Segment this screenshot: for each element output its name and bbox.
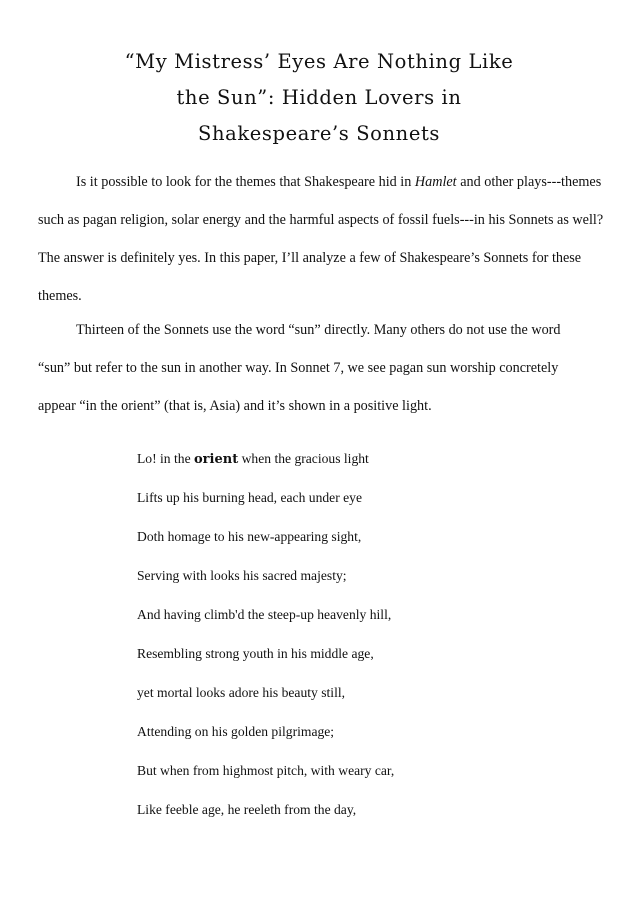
poem-line: yet mortal looks adore his beauty still, [137, 685, 346, 700]
sonnet-paragraph [38, 311, 633, 425]
paper-title [0, 44, 638, 152]
poem-line: Serving with looks his sacred majesty; [137, 568, 347, 583]
paragraph-line: such as pagan religion, solar energy and the harmful aspects of fossil fuels---in his Sonnets as well? [38, 212, 604, 228]
title-line-1: “My Mistress’ Eyes Are Nothing Like [124, 50, 514, 73]
poem-line: Lifts up his burning head, each under eye [137, 490, 362, 505]
sonnet-7-quote [137, 439, 394, 829]
poem-line: Doth homage to his new-appearing sight, [137, 529, 362, 544]
poem-line: Attending on his golden pilgrimage; [137, 724, 335, 739]
title-line-3: Shakespeare’s Sonnets [197, 122, 441, 145]
paragraph-line: appear “in the orient” (that is, Asia) and it’s shown in a positive light. [38, 398, 432, 414]
paragraph-line: The answer is definitely yes. In this paper, I’ll analyze a few of Shakespeare’s Sonnets for these [38, 250, 582, 266]
paragraph-line: “sun” but refer to the sun in another way. In Sonnet 7, we see pagan sun worship concretely [38, 360, 559, 376]
paragraph-line [38, 163, 633, 201]
poem-line: And having climb'd the steep-up heavenly hill, [137, 607, 392, 622]
poem-line: Like feeble age, he reeleth from the day, [137, 802, 357, 817]
poem-line: But when from highmost pitch, with weary car, [137, 763, 395, 778]
text-run: Is it possible to look for the themes that Shakespeare hid in [76, 174, 415, 190]
paragraph-line: themes. [38, 288, 82, 304]
title-line-2: the Sun”: Hidden Lovers in [176, 86, 462, 109]
play-title-hamlet: Hamlet [414, 174, 457, 190]
poem-line: Resembling strong youth in his middle age, [137, 646, 374, 661]
highlighted-word-orient: orient [194, 452, 239, 467]
intro-paragraph [38, 163, 633, 315]
poem-line [137, 439, 394, 478]
text-run: and other plays---themes [456, 174, 602, 190]
text-run: when the gracious light [238, 451, 369, 466]
text-run: Lo! in the [137, 451, 195, 466]
paragraph-line: Thirteen of the Sonnets use the word “sun” directly. Many others do not use the word [76, 322, 561, 338]
